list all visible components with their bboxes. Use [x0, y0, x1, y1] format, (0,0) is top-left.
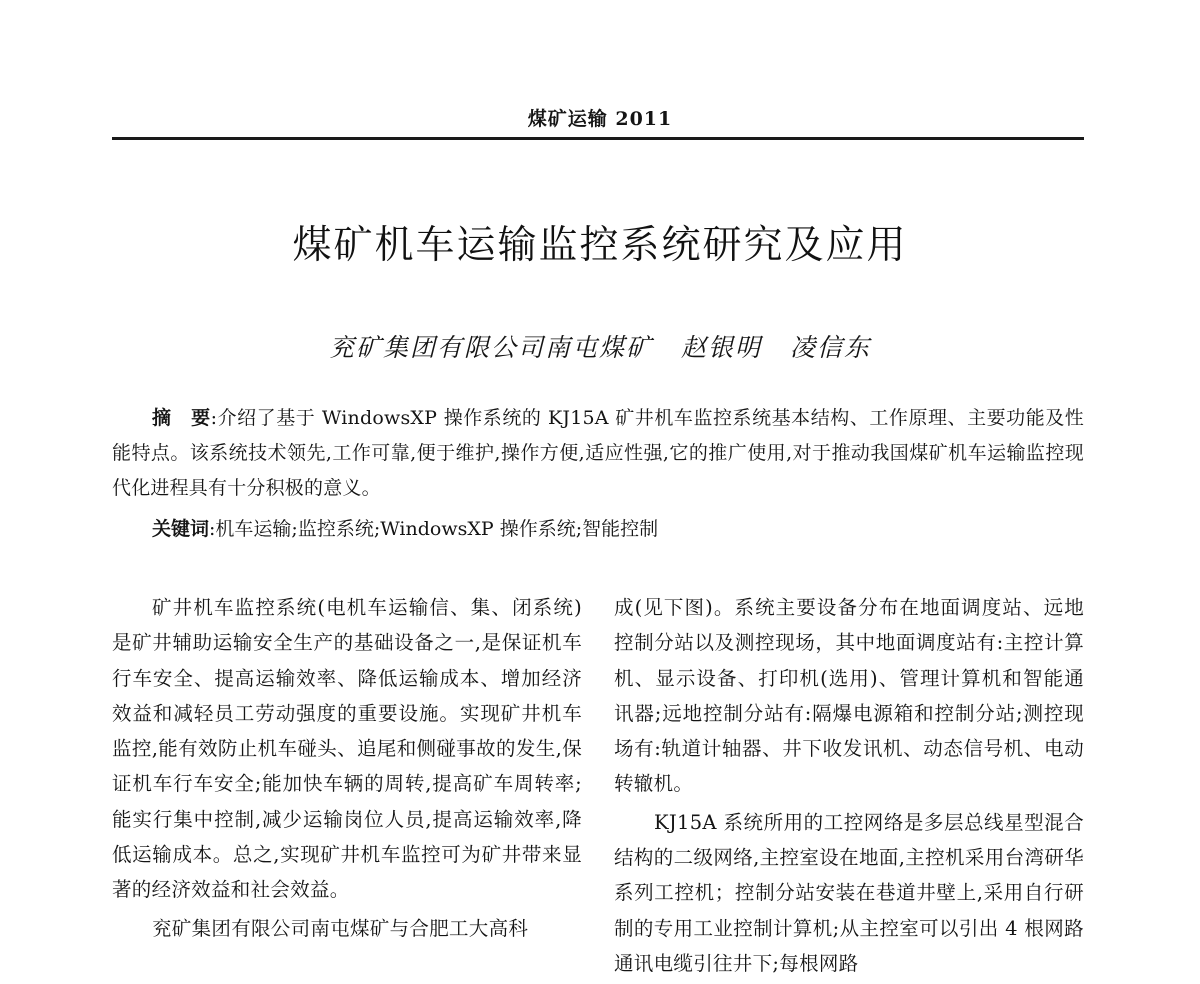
keywords-label: 关键词: [152, 518, 210, 540]
abstract-label: 摘 要: [152, 407, 211, 429]
keywords-text: :机车运输;监控系统;WindowsXP 操作系统;智能控制: [209, 518, 659, 540]
abstract: [112, 401, 1084, 506]
left-paragraph-2: 兖矿集团有限公司南屯煤矿与合肥工大高科: [152, 916, 529, 940]
affiliation: 兖矿集团有限公司南屯煤矿: [328, 333, 653, 362]
keywords: [152, 512, 1084, 547]
left-column: [112, 590, 582, 949]
byline: [0, 328, 1200, 364]
running-header: 煤矿运输 2011: [527, 108, 673, 130]
abstract-text: :介绍了基于 WindowsXP 操作系统的 KJ15A 矿井机车监控系统基本结构、工作原理、主要功能及性能特点。该系统技术领先,工作可靠,便于维护,操作方便,适应性强,它的推广使用,对于推动我国煤矿机车运输监控现代化进程具有十分积极的意义。: [112, 407, 1084, 499]
paper-title: 煤矿机车运输监控系统研究及应用: [292, 223, 908, 268]
left-paragraph-1: 矿井机车监控系统(电机车运输信、集、闭系统)是矿井辅助运输安全生产的基础设备之一,是保证机车行车安全、提高运输效率、降低运输成本、增加经济效益和减轻员工劳动强度的重要设施。实现矿井机车监控,能有效防止机车碰头、追尾和侧碰事故的发生,保证机车行车安全;能加快车辆的周转,提高矿车周转率;能实行集中控制,减少运输岗位人员,提高运输效率,降低运输成本。总之,实现矿井机车监控可为矿井带来显著的经济效益和社会效益。: [112, 596, 582, 902]
author-1: 赵银明: [680, 333, 762, 362]
right-paragraph-2: KJ15A 系统所用的工控网络是多层总线星型混合结构的二级网络,主控室设在地面,主控机采用台湾研华系列工控机；控制分站安装在巷道井壁上,采用自行研制的专用工业控制计算机;从主控室可以引出 4 根网路通讯电缆引往井下;每根网路: [614, 810, 1084, 975]
right-column: [614, 590, 1084, 984]
author-2: 凌信东: [790, 333, 872, 362]
header-rule: [112, 137, 1084, 140]
right-paragraph-1: 成(见下图)。系统主要设备分布在地面调度站、远地控制分站以及测控现场，其中地面调度站有:主控计算机、显示设备、打印机(选用)、管理计算机和智能通讯器;远地控制分站有:隔爆电源箱和控制分站;测控现场有:轨道计轴器、井下收发讯机、动态信号机、电动转辙机。: [614, 596, 1084, 796]
